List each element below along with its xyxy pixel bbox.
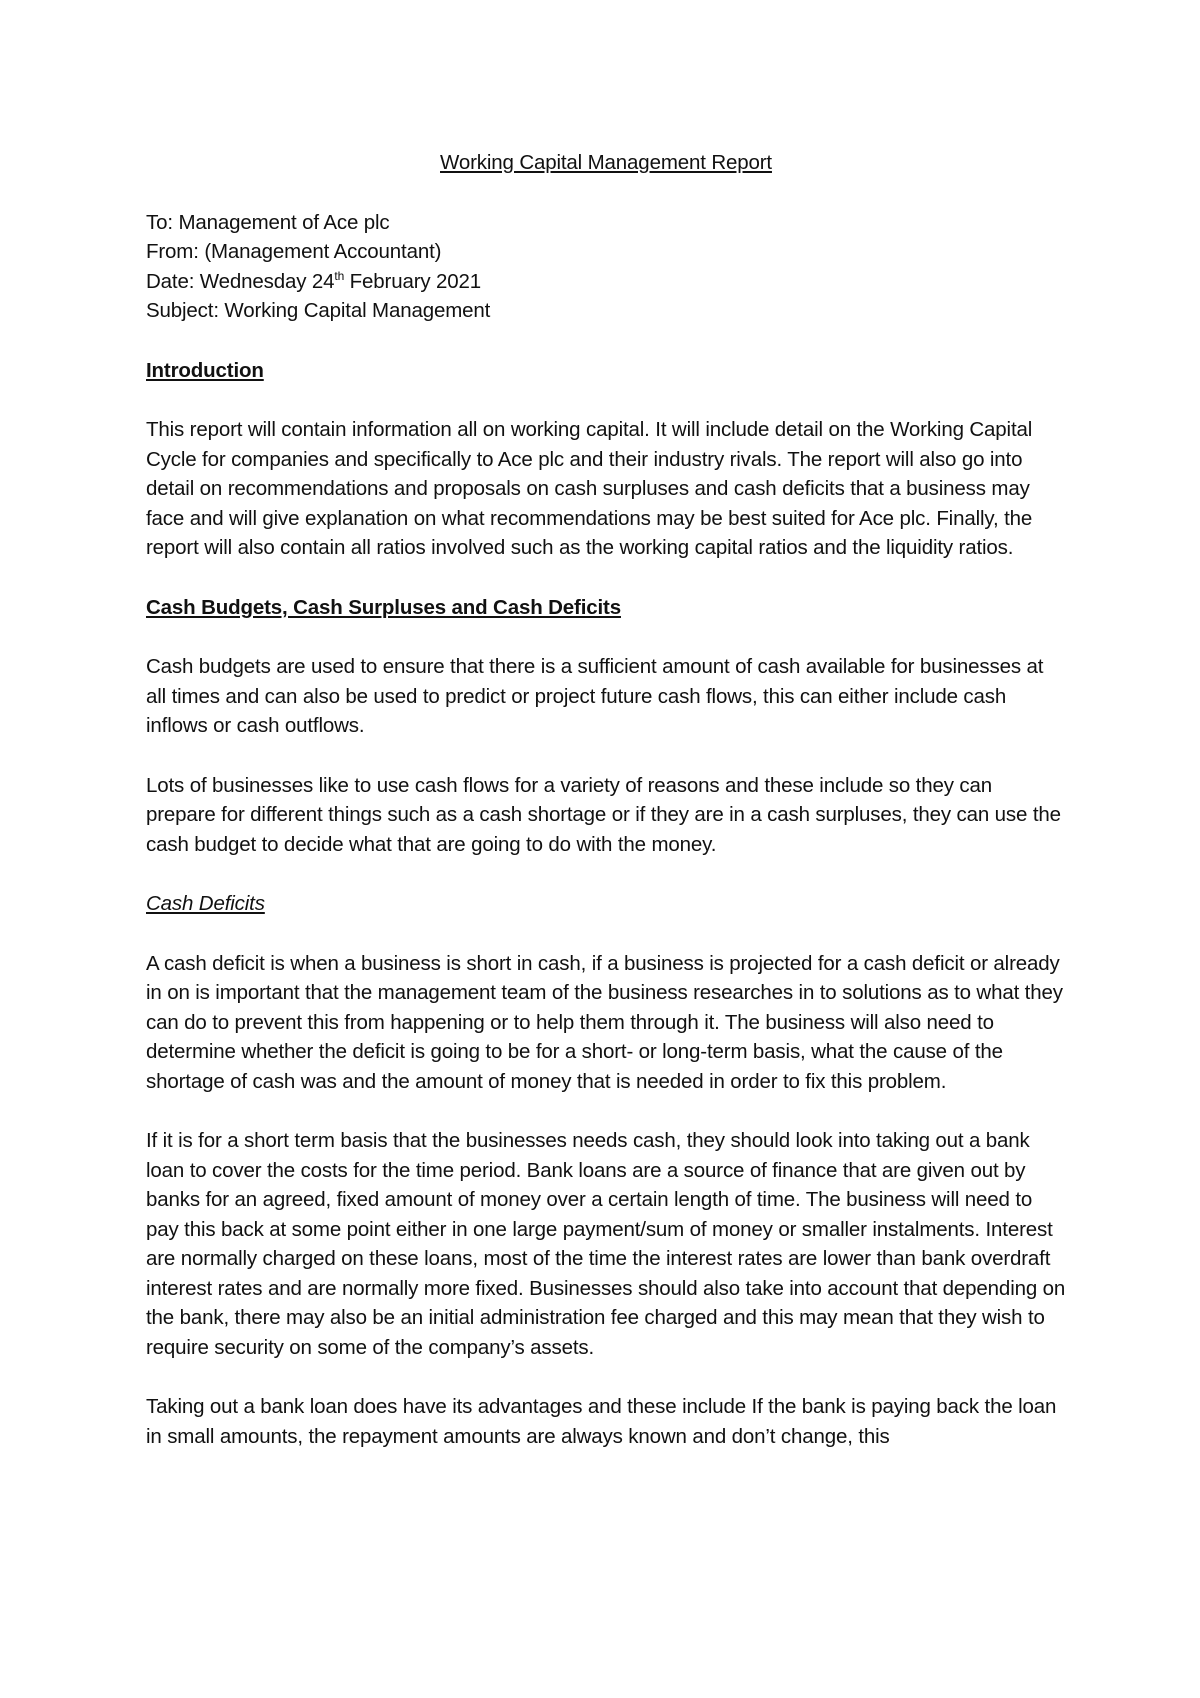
introduction-heading: Introduction — [146, 358, 264, 382]
cash-deficits-heading: Cash Deficits — [146, 892, 265, 915]
memo-from: From: (Management Accountant) — [146, 240, 442, 263]
cash-budgets-heading: Cash Budgets, Cash Surpluses and Cash Deficits — [146, 595, 621, 619]
memo-date-rest: February 2021 — [344, 269, 482, 293]
memo-date — [146, 267, 1066, 297]
cash-deficits-paragraph-1: A cash deficit is when a business is short in cash, if a business is projected for a cash deficit or already in on is important that the management team of the business researches in to solutions as to what they can do to prevent this from happening or to help them through it. The business will also need to determine whether the deficit is going to be for a short- or long-term basis, what the cause of the shortage of cash was and the amount of money that is needed in order to fix this problem. — [146, 951, 1063, 1093]
cash-deficits-paragraph-2: If it is for a short term basis that the businesses needs cash, they should look into taking out a bank loan to cover the costs for the time period. Bank loans are a source of finance that are given out by banks for an agreed, fixed amount of money over a certain length of time. The business will need to pay this back at some point either in one large payment/sum of money or smaller instalments. Interest are normally charged on these loans, most of the time the interest rates are lower than bank overdraft interest rates and are normally more fixed. Businesses should also take into account that depending on the bank, there may also be an initial administration fee charged and this may mean that they wish to require security on some of the company’s assets. — [146, 1129, 1066, 1359]
cash-budgets-paragraph-1: Cash budgets are used to ensure that there is a sufficient amount of cash available for businesses at all times and can also be used to predict or project future cash flows, this can either include cash inflows or cash outflows. — [146, 655, 1044, 737]
memo-header — [146, 208, 1066, 326]
report-title: Working Capital Management Report — [440, 151, 772, 174]
memo-to: To: Management of Ace plc — [146, 210, 390, 234]
memo-subject: Subject: Working Capital Management — [146, 299, 491, 322]
introduction-paragraph: This report will contain information all on working capital. It will include detail on the Working Capital Cycle for companies and specifically to Ace plc and their industry rivals. The report will also go into detail on recommendations and proposals on cash surpluses and cash deficits that a business may face and will give explanation on what recommendations may be best suited for Ace plc. Finally, the report will also contain all ratios involved such as the working capital ratios and the liquidity ratios. — [146, 418, 1033, 559]
memo-date-prefix: Date: Wednesday 24 — [146, 269, 335, 293]
document-body — [146, 148, 1066, 1481]
memo-date-ordinal: th — [334, 268, 345, 283]
cash-deficits-paragraph-3: Taking out a bank loan does have its advantages and these include If the bank is paying back the loan in small amounts, the repayment amounts are always known and don’t change, this — [146, 1395, 1057, 1448]
cash-budgets-paragraph-2: Lots of businesses like to use cash flows for a variety of reasons and these include so they can prepare for different things such as a cash shortage or if they are in a cash surpluses, they can use the cash budget to decide what that are going to do with the money. — [146, 773, 1061, 856]
